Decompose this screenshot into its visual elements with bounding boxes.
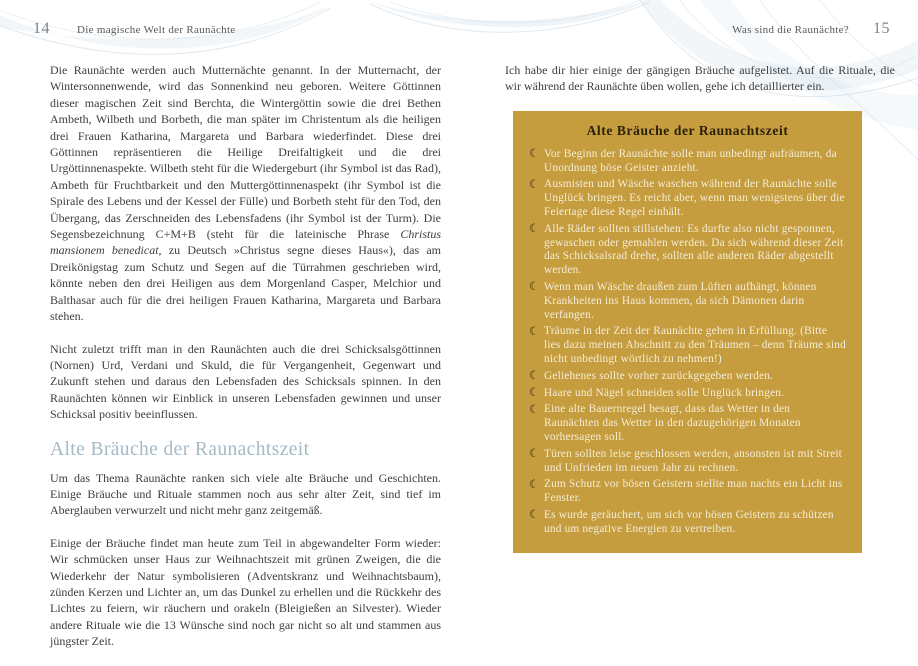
right-page-number: 15 <box>873 20 890 37</box>
right-header-title: Was sind die Raunächte? <box>732 24 849 36</box>
list-item-text: Ausmisten und Wäsche waschen während der Raunächte solle Unglück bringen. Es reicht aber, wenn man wenigstens über die Feiertage diese Regel einhält. <box>544 178 845 218</box>
crescent-moon-icon: ☾ <box>529 221 540 236</box>
paragraph-1-latin-phrase: Christus mansionem benedicat <box>50 227 441 258</box>
section-heading: Alte Bräuche der Raunachtszeit <box>50 438 310 460</box>
paragraph-1-text: Die Raunächte werden auch Mutternächte genannt. In der Mutternacht, der Wintersonnenwende, wird das Sonnenkind neu geboren. Weitere Göttinnen dieser magischen Zeit sind Berchta, die Wintergöttin sowie die drei Bethen Ambeth, Wilbeth und Borbeth, die man später im Christentum als die heiligen drei Frauen Katharina, Margareta und Barbara wiederfindet. Diese drei Göttinnen repräsentieren die Heilige Dreifaltigkeit und die drei Urgöttinnenaspekte. Wilbeth steht für die Wiedergeburt (ihr Symbol ist das Rad), Ambeth für Fruchtbarkeit und den Muttergöttinnenaspekt (ihr Symbol ist die Spirale des Lebens und der Kessel der Fülle) und Borbeth steht für den Tod, den Übergang, das Zerschneiden des Lebensfadens (ihr Symbol ist der Turm). Die Segensbezeichnung C+M+B (steht für die lateinische Phrase <box>50 63 441 242</box>
list-item-text: Geliehenes sollte vorher zurückgegeben werden. <box>544 369 774 382</box>
crescent-moon-icon: ☾ <box>529 279 540 294</box>
list-item-text: Türen sollten leise geschlossen werden, ansonsten ist mit Streit und Unfrieden im neuen Jahr zu rechnen. <box>544 447 842 474</box>
list-item <box>529 370 846 384</box>
customs-list <box>529 148 846 537</box>
list-item-text: Es wurde geräuchert, um sich vor bösen Geistern zu schützen und um negative Energien zu vertreiben. <box>544 508 834 535</box>
paragraph-4: Einige der Bräuche findet man heute zum Teil in abgewandelter Form wieder: Wir schmücken unser Haus zur Weihnachtszeit mit grünen Zweigen, die die Wiederkehr der Natur symbolisieren (Adventskranz und Weihnachtsbaum), zünden Kerzen und Lichter an, um das Dunkel zu erhellen und die Rückkehr des Lichtes zu feiern, wir räuchern und orakeln (Bleigießen an Silvester). Wieder andere Rituale wie die 13 Wünsche sind noch gar nicht so alt und stammen aus jüngster Zeit. <box>50 535 441 649</box>
list-item <box>529 148 846 176</box>
list-item <box>529 325 846 366</box>
list-item <box>529 281 846 322</box>
crescent-moon-icon: ☾ <box>529 368 540 383</box>
crescent-moon-icon: ☾ <box>529 176 540 191</box>
list-item-text: Zum Schutz vor bösen Geistern stellte man nachts ein Licht ins Fenster. <box>544 478 843 505</box>
left-page-header <box>33 20 236 38</box>
customs-box <box>513 111 862 553</box>
crescent-moon-icon: ☾ <box>529 401 540 416</box>
crescent-moon-icon: ☾ <box>529 476 540 491</box>
paragraph-1-text-cont: , zu Deutsch »Christus segne dieses Haus«), das am Dreikönigstag zum Schutz und Segen auf die Türrahmen geschrieben wird, könnte neben den drei Heiligen aus dem Morgenland Casper, Melchior und Balthasar auch für die drei heiligen Frauen Katharina, Margareta und Barbara stehen. <box>50 243 441 324</box>
crescent-moon-icon: ☾ <box>529 146 540 161</box>
list-item <box>529 448 846 476</box>
crescent-moon-icon: ☾ <box>529 323 540 338</box>
right-page-header <box>732 20 890 38</box>
list-item <box>529 178 846 219</box>
intro-paragraph: Ich habe dir hier einige der gängigen Bräuche aufgelistet. Auf die Rituale, die wir während der Raunächte üben wollen, gehe ich detaillierter ein. <box>505 63 895 94</box>
crescent-moon-icon: ☾ <box>529 507 540 522</box>
list-item-text: Wenn man Wäsche draußen zum Lüften aufhängt, können Krankheiten ins Haus kommen, da sich Dämonen darin verfangen. <box>544 280 817 321</box>
list-item <box>529 509 846 537</box>
list-item <box>529 223 846 278</box>
list-item <box>529 387 846 401</box>
paragraph-3: Um das Thema Raunächte ranken sich viele alte Bräuche und Geschichten. Einige Bräuche und Rituale stammen noch aus sehr alter Zeit, sind tief im Aberglauben verwurzelt und nicht mehr ganz zeitgemäß. <box>50 470 441 518</box>
list-item <box>529 478 846 506</box>
left-header-title: Die magische Welt der Raunächte <box>77 24 236 36</box>
left-page-number: 14 <box>33 20 50 37</box>
customs-box-title: Alte Bräuche der Raunachtszeit <box>586 122 789 138</box>
list-item-text: Haare und Nägel schneiden solle Unglück bringen. <box>544 386 785 399</box>
list-item-text: Alle Räder sollten stillstehen: Es durfte also nicht gesponnen, gewaschen oder gemahlen werden. Da sich während dieser Zeit das Schicksalsrad drehe, sollten alle anderen Räder abgestellt werden. <box>544 222 844 277</box>
crescent-moon-icon: ☾ <box>529 385 540 400</box>
list-item-text: Träume in der Zeit der Raunächte gehen in Erfüllung. (Bitte lies dazu meinen Abschnitt zu den Träumen – denn Träume sind nicht unbedingt wörtlich zu nehmen!) <box>544 325 846 365</box>
paragraph-1 <box>50 62 441 325</box>
right-page-content <box>505 62 895 553</box>
paragraph-2: Nicht zuletzt trifft man in den Raunächten auch die drei Schicksalsgöttinnen (Nornen) Urd, Verdani und Skuld, die für Vergangenheit, Gegenwart und Zukunft stehen und daraus den Lebensfaden des Schicksals spinnen. In den Raunächten können wir Einblick in unseren Lebensfaden gewinnen und unser Schicksal positiv beeinflussen. <box>50 341 441 422</box>
left-page-content <box>50 62 441 666</box>
crescent-moon-icon: ☾ <box>529 446 540 461</box>
list-item-text: Vor Beginn der Raunächte solle man unbedingt aufräumen, da Unordnung böse Geister anzieht. <box>544 147 837 174</box>
list-item <box>529 403 846 444</box>
list-item-text: Eine alte Bauernregel besagt, dass das Wetter in den Raunächten das Wetter in den dazugehörigen Monaten vorhersagen soll. <box>544 403 801 443</box>
